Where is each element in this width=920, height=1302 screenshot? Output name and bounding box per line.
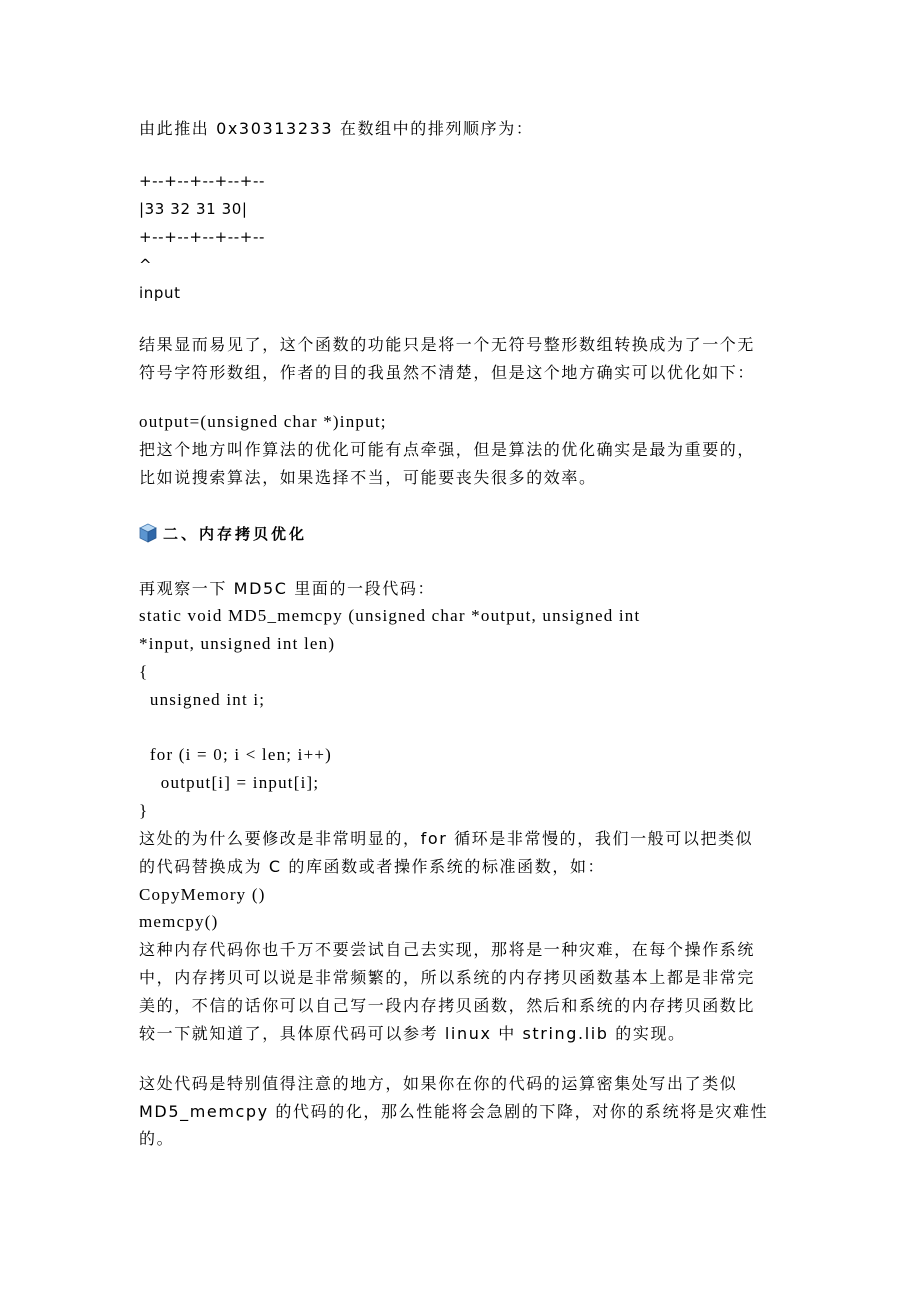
ascii-border-bottom: +--+--+--+--+-- — [139, 228, 265, 246]
remark-line-2: 比如说搜索算法，如果选择不当，可能要丧失很多的效率。 — [139, 468, 597, 487]
warning-line-1: 这种内存代码你也千万不要尝试自己去实现，那将是一种灾难，在每个操作系统 — [139, 940, 756, 959]
closing-line-1: 这处代码是特别值得注意的地方，如果你在你的代码的运算密集处写出了类似 — [139, 1074, 738, 1093]
warning-line-3: 美的，不信的话你可以自己写一段内存拷贝函数，然后和系统的内存拷贝函数比 — [139, 996, 756, 1015]
closing-line-2: MD5_memcpy 的代码的化，那么性能将会急剧的下降，对你的系统将是灾难性 — [139, 1102, 769, 1121]
ascii-caret: ^ — [139, 256, 153, 274]
conclusion-line-1: 结果显而易见了，这个函数的功能只是将一个无符号整形数组转换成为了一个无 — [139, 335, 756, 354]
explanation-line-1: 这处的为什么要修改是非常明显的，for 循环是非常慢的，我们一般可以把类似 — [139, 829, 754, 848]
optimized-code: output=(unsigned char *)input; — [139, 412, 387, 431]
warning-line-4: 较一下就知道了，具体原代码可以参考 linux 中 string.lib 的实现。 — [139, 1024, 686, 1043]
code-line-1: static void MD5_memcpy (unsigned char *output, unsigned int — [139, 606, 641, 625]
ascii-row: |33 32 31 30| — [139, 200, 248, 218]
explanation-line-2: 的代码替换成为 C 的库函数或者操作系统的标准函数，如： — [139, 857, 606, 876]
intro-text: 由此推出 0x30313233 在数组中的排列顺序为： — [139, 119, 534, 138]
function-copymemory: CopyMemory () — [139, 885, 266, 904]
code-line-3: { — [139, 662, 149, 681]
code-line-6: for (i = 0; i < len; i++) — [139, 745, 333, 764]
code-line-4: unsigned int i; — [139, 690, 266, 709]
cube-icon — [139, 523, 157, 543]
memcpy-intro: 再观察一下 MD5C 里面的一段代码： — [139, 579, 436, 598]
ascii-pointer-label: input — [139, 284, 181, 302]
closing-line-3: 的。 — [139, 1129, 175, 1148]
section-heading — [139, 520, 307, 546]
remark-line-1: 把这个地方叫作算法的优化可能有点牵强，但是算法的优化确实是最为重要的， — [139, 440, 756, 459]
conclusion-line-2: 符号字符形数组，作者的目的我虽然不清楚，但是这个地方确实可以优化如下： — [139, 363, 756, 382]
code-line-2: *input, unsigned int len) — [139, 634, 336, 653]
section-title: 二、内存拷贝优化 — [163, 524, 308, 543]
ascii-border-top: +--+--+--+--+-- — [139, 172, 265, 190]
function-memcpy: memcpy() — [139, 912, 219, 931]
warning-line-2: 中，内存拷贝可以说是非常频繁的，所以系统的内存拷贝函数基本上都是非常完 — [139, 968, 756, 987]
code-line-8: } — [139, 801, 149, 820]
code-line-7: output[i] = input[i]; — [139, 773, 320, 792]
